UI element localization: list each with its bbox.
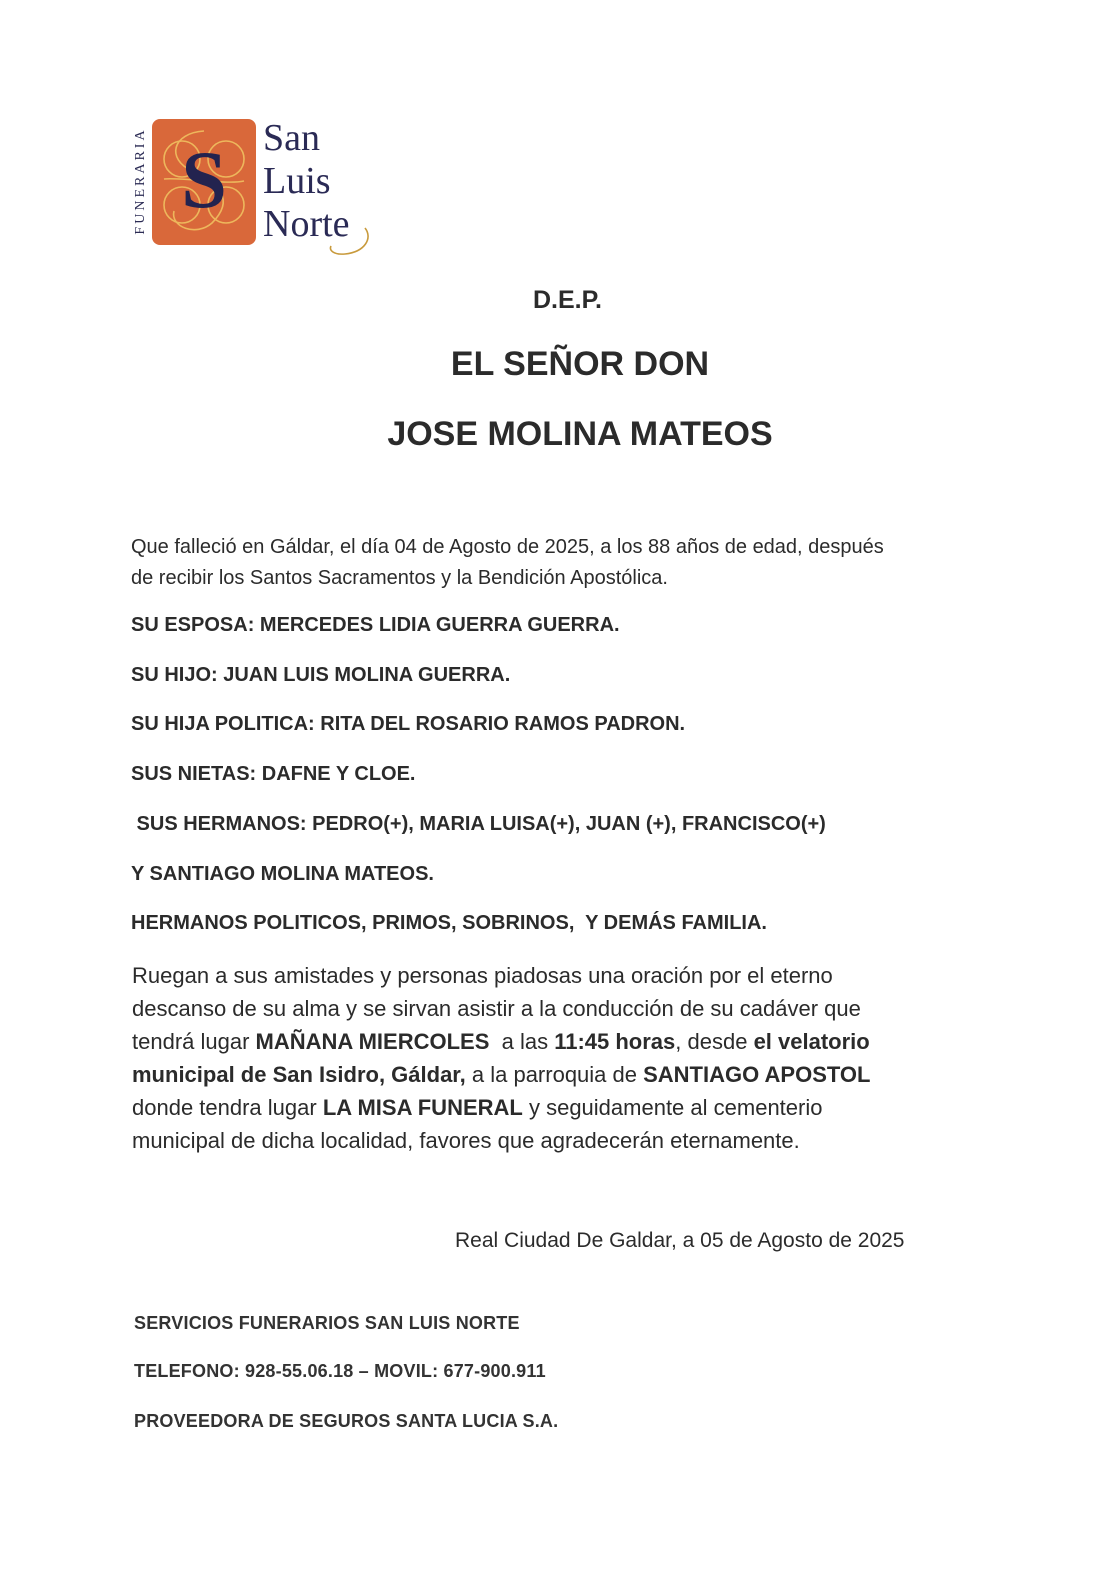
intro-line2: de recibir los Santos Sacramentos y la Bendición Apostólica. [131, 567, 668, 589]
deceased-name: JOSE MOLINA MATEOS [387, 415, 773, 453]
para-line3 [132, 1025, 962, 1058]
para-text: donde tendra lugar [132, 1095, 323, 1120]
para-line2: descanso de su alma y se sirvan asistir a la conducción de su cadáver que [132, 996, 861, 1021]
parish-name: SANTIAGO APOSTOL [643, 1062, 871, 1087]
family-granddaughters: SUS NIETAS: DAFNE Y CLOE. [131, 763, 416, 785]
para-text: , desde [675, 1029, 754, 1054]
para-text: a las [489, 1029, 555, 1054]
para-text: a la parroquia de [465, 1062, 644, 1087]
para-line4 [132, 1058, 962, 1091]
family-spouse: SU ESPOSA: MERCEDES LIDIA GUERRA GUERRA. [131, 614, 620, 636]
title-line1: EL SEÑOR DON [450, 345, 710, 383]
funeral-origin: el velatorio [753, 1029, 870, 1054]
family-siblings: SUS HERMANOS: PEDRO(+), MARIA LUISA(+), JUAN (+), FRANCISCO(+) [131, 813, 826, 835]
funeral-mass: LA MISA FUNERAL [322, 1095, 523, 1120]
logo-name-line1: San [263, 117, 320, 159]
intro-line1: Que falleció en Gáldar, el día 04 de Agosto de 2025, a los 88 años de edad, después [131, 536, 884, 558]
logo-monogram-icon [152, 119, 256, 245]
para-line1: Ruegan a sus amistades y personas piadosas una oración por el eterno [132, 963, 833, 988]
footer-company: SERVICIOS FUNERARIOS SAN LUIS NORTE [134, 1313, 520, 1333]
logo-name-line3: Norte [263, 203, 350, 245]
footer-insurer: PROVEEDORA DE SEGUROS SANTA LUCIA S.A. [134, 1411, 559, 1431]
footer-phones: TELEFONO: 928-55.06.18 – MOVIL: 677-900.911 [134, 1361, 546, 1381]
funeral-origin-cont: municipal de San Isidro, Gáldar, [132, 1062, 466, 1087]
dep-heading: D.E.P. [532, 286, 603, 314]
intro-text [131, 532, 961, 594]
para-text: y seguidamente al cementerio [522, 1095, 823, 1120]
logo-swash-icon [323, 222, 373, 262]
family-daughter-in-law: SU HIJA POLITICA: RITA DEL ROSARIO RAMOS PADRON. [131, 713, 686, 735]
funeral-time: 11:45 horas [554, 1029, 676, 1054]
logo-vertical-text: FUNERARIA [133, 127, 148, 235]
funeral-paragraph [132, 959, 962, 1157]
funeral-day: MAÑANA MIERCOLES [255, 1029, 490, 1054]
logo-name-line2: Luis [263, 160, 331, 202]
family-siblings-cont: Y SANTIAGO MOLINA MATEOS. [131, 863, 434, 885]
family-son: SU HIJO: JUAN LUIS MOLINA GUERRA. [131, 664, 511, 686]
para-line6: municipal de dicha localidad, favores que agradecerán eternamente. [132, 1128, 800, 1153]
place-date: Real Ciudad De Galdar, a 05 de Agosto de 2025 [455, 1229, 905, 1252]
family-extended: HERMANOS POLITICOS, PRIMOS, SOBRINOS, Y DEMÁS FAMILIA. [131, 912, 767, 934]
logo-monogram-letter: S [181, 134, 227, 225]
para-text: tendrá lugar [132, 1029, 256, 1054]
para-line5 [132, 1091, 962, 1124]
